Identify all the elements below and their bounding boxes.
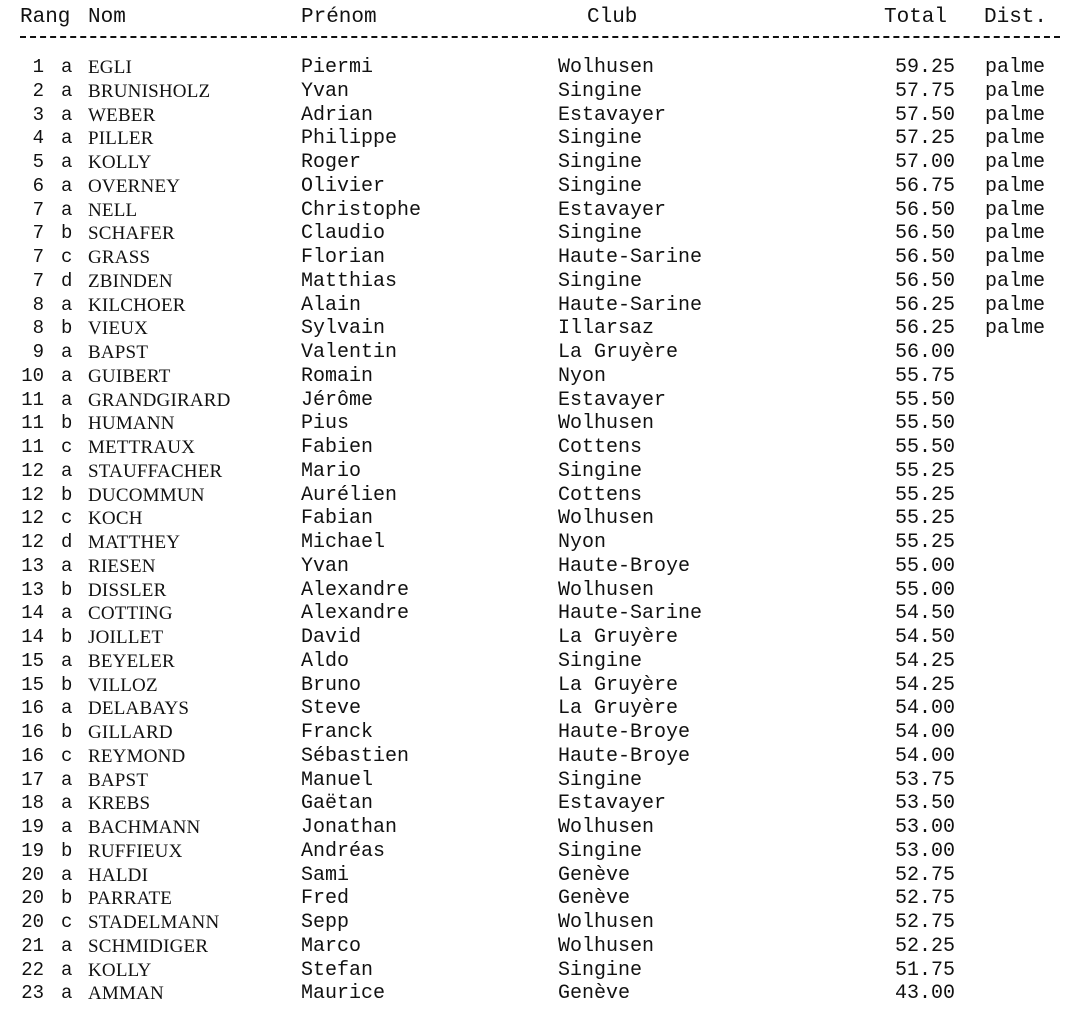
nom-cell: SCHMIDIGER bbox=[88, 935, 209, 957]
subrank-cell: d bbox=[61, 269, 73, 292]
total-cell: 54.50 bbox=[894, 626, 955, 649]
prenom-cell: Bruno bbox=[301, 673, 362, 697]
nom-cell: KOLLY bbox=[88, 959, 152, 981]
table-row bbox=[0, 317, 1071, 341]
club-cell: La Gruyère bbox=[558, 626, 679, 649]
subrank-cell: c bbox=[61, 911, 73, 933]
club-cell: Haute-Broye bbox=[558, 744, 691, 768]
club-cell: Estavayer bbox=[558, 103, 667, 127]
nom-cell: PILLER bbox=[88, 128, 154, 150]
club-cell: Singine bbox=[558, 269, 643, 293]
total-cell: 57.50 bbox=[894, 103, 955, 127]
subrank-cell: a bbox=[61, 198, 73, 221]
prenom-cell: Stefan bbox=[301, 958, 374, 982]
header-separator bbox=[20, 36, 1060, 38]
total-cell: 52.75 bbox=[894, 863, 955, 887]
total-cell: 54.00 bbox=[894, 721, 955, 744]
table-row bbox=[0, 721, 1071, 745]
subrank-cell: b bbox=[61, 721, 73, 743]
dist-cell: palme bbox=[985, 198, 1046, 222]
subrank-cell: a bbox=[61, 56, 73, 78]
prenom-cell: Philippe bbox=[301, 127, 398, 151]
total-cell: 56.50 bbox=[894, 269, 955, 293]
subrank-cell: a bbox=[61, 127, 73, 150]
table-row bbox=[0, 697, 1071, 721]
rank-cell: 12 bbox=[21, 483, 44, 506]
total-cell: 55.00 bbox=[894, 578, 955, 602]
total-cell: 52.75 bbox=[894, 911, 955, 934]
nom-cell: JOILLET bbox=[88, 627, 164, 648]
table-row bbox=[0, 626, 1071, 650]
dist-cell: palme bbox=[985, 56, 1046, 79]
prenom-cell: Romain bbox=[301, 364, 374, 388]
nom-cell: BACHMANN bbox=[88, 817, 201, 838]
total-cell: 59.25 bbox=[894, 56, 955, 79]
prenom-cell: Manuel bbox=[301, 768, 374, 792]
subrank-cell: b bbox=[61, 317, 73, 340]
nom-cell: GUIBERT bbox=[88, 365, 171, 387]
table-row bbox=[0, 127, 1071, 151]
nom-cell: KOCH bbox=[88, 508, 143, 530]
prenom-cell: Yvan bbox=[301, 554, 350, 578]
table-row bbox=[0, 602, 1071, 626]
rank-cell: 23 bbox=[21, 982, 44, 1005]
prenom-cell: Marco bbox=[301, 934, 362, 958]
total-cell: 54.25 bbox=[894, 649, 955, 673]
header-prenom: Prénom bbox=[301, 6, 377, 29]
club-cell: Estavayer bbox=[558, 198, 667, 222]
table-row bbox=[0, 769, 1071, 793]
prenom-cell: Piermi bbox=[301, 56, 374, 79]
total-cell: 51.75 bbox=[894, 958, 955, 982]
subrank-cell: a bbox=[61, 341, 73, 363]
prenom-cell: Yvan bbox=[301, 79, 350, 103]
club-cell: Singine bbox=[558, 958, 643, 982]
club-cell: Wolhusen bbox=[558, 816, 655, 839]
table-row bbox=[0, 935, 1071, 959]
prenom-cell: Alain bbox=[301, 293, 362, 317]
dist-cell: palme bbox=[985, 127, 1046, 151]
club-cell: Estavayer bbox=[558, 792, 667, 816]
table-row bbox=[0, 911, 1071, 935]
nom-cell: METTRAUX bbox=[88, 437, 196, 458]
total-cell: 57.25 bbox=[894, 127, 955, 151]
subrank-cell: a bbox=[61, 649, 73, 672]
nom-cell: REYMOND bbox=[88, 745, 186, 767]
subrank-cell: a bbox=[61, 151, 73, 173]
rank-cell: 12 bbox=[21, 531, 44, 553]
table-row bbox=[0, 484, 1071, 508]
total-cell: 55.25 bbox=[894, 531, 955, 554]
club-cell: Cottens bbox=[558, 483, 643, 507]
total-cell: 55.50 bbox=[894, 436, 955, 459]
table-row bbox=[0, 175, 1071, 199]
prenom-cell: Sébastien bbox=[301, 744, 410, 768]
club-cell: Estavayer bbox=[558, 388, 667, 412]
club-cell: Singine bbox=[558, 127, 643, 151]
table-row bbox=[0, 56, 1071, 80]
nom-cell: BEYELER bbox=[88, 650, 175, 672]
prenom-cell: Matthias bbox=[301, 269, 398, 293]
nom-cell: GRANDGIRARD bbox=[88, 389, 231, 411]
rank-cell: 14 bbox=[21, 626, 44, 648]
prenom-cell: Adrian bbox=[301, 103, 374, 127]
header-dist: Dist. bbox=[984, 6, 1048, 29]
total-cell: 55.25 bbox=[894, 507, 955, 531]
header-nom: Nom bbox=[88, 6, 126, 29]
rank-cell: 14 bbox=[21, 602, 44, 625]
total-cell: 54.25 bbox=[894, 673, 955, 697]
rank-cell: 1 bbox=[32, 56, 44, 78]
club-cell: Nyon bbox=[558, 364, 607, 388]
subrank-cell: a bbox=[61, 364, 73, 387]
nom-cell: ZBINDEN bbox=[88, 270, 173, 292]
subrank-cell: b bbox=[61, 412, 73, 435]
table-row bbox=[0, 222, 1071, 246]
table-row bbox=[0, 792, 1071, 816]
total-cell: 56.25 bbox=[894, 293, 955, 317]
header-club: Club bbox=[587, 6, 638, 29]
total-cell: 55.25 bbox=[894, 459, 955, 483]
total-cell: 54.50 bbox=[894, 602, 955, 626]
total-cell: 55.50 bbox=[894, 412, 955, 436]
club-cell: Wolhusen bbox=[558, 934, 655, 958]
table-row bbox=[0, 555, 1071, 579]
prenom-cell: Michael bbox=[301, 531, 386, 554]
prenom-cell: Pius bbox=[301, 412, 350, 436]
club-cell: Wolhusen bbox=[558, 578, 655, 602]
total-cell: 53.50 bbox=[894, 792, 955, 816]
rank-cell: 11 bbox=[21, 388, 44, 411]
rank-cell: 12 bbox=[21, 459, 44, 482]
total-cell: 55.25 bbox=[894, 483, 955, 507]
subrank-cell: a bbox=[61, 459, 73, 482]
rank-cell: 7 bbox=[32, 198, 44, 221]
club-cell: Genève bbox=[558, 982, 631, 1006]
rank-cell: 3 bbox=[32, 103, 44, 126]
nom-cell: COTTING bbox=[88, 603, 173, 625]
total-cell: 57.00 bbox=[894, 151, 955, 174]
table-row bbox=[0, 341, 1071, 365]
club-cell: Nyon bbox=[558, 531, 607, 554]
dist-cell: palme bbox=[985, 103, 1046, 127]
rank-cell: 12 bbox=[21, 507, 44, 530]
club-cell: Illarsaz bbox=[558, 317, 655, 341]
table-row bbox=[0, 816, 1071, 840]
table-row bbox=[0, 982, 1071, 1006]
table-row bbox=[0, 674, 1071, 698]
total-cell: 53.00 bbox=[894, 816, 955, 839]
table-row bbox=[0, 887, 1071, 911]
club-cell: Singine bbox=[558, 649, 643, 673]
rank-cell: 21 bbox=[21, 934, 44, 957]
total-cell: 55.50 bbox=[894, 388, 955, 412]
rank-cell: 18 bbox=[21, 792, 44, 815]
prenom-cell: Florian bbox=[301, 246, 386, 269]
table-row bbox=[0, 579, 1071, 603]
nom-cell: KREBS bbox=[88, 793, 151, 815]
nom-cell: VILLOZ bbox=[88, 674, 158, 696]
club-cell: Cottens bbox=[558, 436, 643, 459]
rank-cell: 6 bbox=[32, 174, 44, 197]
subrank-cell: a bbox=[61, 293, 73, 316]
nom-cell: MATTHEY bbox=[88, 532, 181, 553]
rank-cell: 11 bbox=[21, 412, 44, 435]
subrank-cell: c bbox=[61, 744, 73, 767]
total-cell: 55.75 bbox=[894, 364, 955, 388]
prenom-cell: Christophe bbox=[301, 198, 422, 222]
table-row bbox=[0, 507, 1071, 531]
subrank-cell: a bbox=[61, 792, 73, 815]
rank-cell: 22 bbox=[21, 958, 44, 981]
rank-cell: 13 bbox=[21, 554, 44, 577]
club-cell: Wolhusen bbox=[558, 412, 655, 436]
nom-cell: BAPST bbox=[88, 769, 149, 791]
club-cell: Singine bbox=[558, 79, 643, 103]
prenom-cell: Steve bbox=[301, 697, 362, 721]
subrank-cell: a bbox=[61, 602, 73, 625]
club-cell: La Gruyère bbox=[558, 673, 679, 697]
table-row bbox=[0, 80, 1071, 104]
nom-cell: VIEUX bbox=[88, 318, 149, 340]
rank-cell: 15 bbox=[21, 649, 44, 672]
total-cell: 56.50 bbox=[894, 246, 955, 269]
dist-cell: palme bbox=[985, 269, 1046, 293]
total-cell: 52.25 bbox=[894, 934, 955, 958]
club-cell: La Gruyère bbox=[558, 341, 679, 364]
table-row bbox=[0, 436, 1071, 460]
prenom-cell: Valentin bbox=[301, 341, 398, 364]
nom-cell: WEBER bbox=[88, 104, 156, 126]
nom-cell: BRUNISHOLZ bbox=[88, 80, 211, 102]
club-cell: Singine bbox=[558, 459, 643, 483]
total-cell: 56.00 bbox=[894, 341, 955, 364]
table-row bbox=[0, 151, 1071, 175]
total-cell: 56.75 bbox=[894, 174, 955, 198]
subrank-cell: c bbox=[61, 436, 73, 458]
club-cell: La Gruyère bbox=[558, 697, 679, 721]
subrank-cell: c bbox=[61, 507, 73, 530]
club-cell: Haute-Broye bbox=[558, 721, 691, 744]
dist-cell: palme bbox=[985, 246, 1046, 269]
table-row bbox=[0, 864, 1071, 888]
total-cell: 56.50 bbox=[894, 198, 955, 222]
club-cell: Singine bbox=[558, 768, 643, 792]
nom-cell: STADELMANN bbox=[88, 912, 220, 933]
dist-cell: palme bbox=[985, 151, 1046, 174]
subrank-cell: b bbox=[61, 673, 73, 696]
nom-cell: BAPST bbox=[88, 342, 149, 363]
header-total: Total bbox=[884, 6, 948, 29]
table-row bbox=[0, 840, 1071, 864]
table-row bbox=[0, 294, 1071, 318]
nom-cell: SCHAFER bbox=[88, 223, 175, 245]
total-cell: 54.00 bbox=[894, 697, 955, 721]
subrank-cell: a bbox=[61, 697, 73, 720]
subrank-cell: a bbox=[61, 768, 73, 791]
prenom-cell: Claudio bbox=[301, 222, 386, 246]
nom-cell: DUCOMMUN bbox=[88, 484, 205, 506]
total-cell: 43.00 bbox=[894, 982, 955, 1006]
rank-cell: 7 bbox=[32, 269, 44, 292]
subrank-cell: c bbox=[61, 246, 73, 268]
club-cell: Wolhusen bbox=[558, 56, 655, 79]
prenom-cell: Sami bbox=[301, 863, 350, 887]
nom-cell: KILCHOER bbox=[88, 294, 186, 316]
club-cell: Haute-Sarine bbox=[558, 246, 703, 269]
table-row bbox=[0, 199, 1071, 223]
prenom-cell: Jonathan bbox=[301, 816, 398, 839]
rank-cell: 19 bbox=[21, 816, 44, 838]
total-cell: 55.00 bbox=[894, 554, 955, 578]
prenom-cell: Fabian bbox=[301, 507, 374, 531]
club-cell: Wolhusen bbox=[558, 911, 655, 934]
header-rang: Rang bbox=[20, 6, 71, 29]
rank-cell: 16 bbox=[21, 744, 44, 767]
nom-cell: OVERNEY bbox=[88, 175, 181, 197]
subrank-cell: a bbox=[61, 174, 73, 197]
rank-cell: 16 bbox=[21, 721, 44, 743]
subrank-cell: a bbox=[61, 103, 73, 126]
dist-cell: palme bbox=[985, 293, 1046, 317]
prenom-cell: Mario bbox=[301, 459, 362, 483]
total-cell: 56.25 bbox=[894, 317, 955, 341]
table-row bbox=[0, 270, 1071, 294]
club-cell: Singine bbox=[558, 222, 643, 246]
dist-cell: palme bbox=[985, 79, 1046, 103]
subrank-cell: b bbox=[61, 887, 73, 910]
club-cell: Haute-Sarine bbox=[558, 293, 703, 317]
rank-cell: 17 bbox=[21, 768, 44, 791]
rank-cell: 5 bbox=[32, 151, 44, 173]
dist-cell: palme bbox=[985, 174, 1046, 198]
subrank-cell: a bbox=[61, 388, 73, 411]
rank-cell: 10 bbox=[21, 364, 44, 387]
prenom-cell: Aurélien bbox=[301, 483, 398, 507]
total-cell: 57.75 bbox=[894, 79, 955, 103]
subrank-cell: a bbox=[61, 79, 73, 102]
dist-cell: palme bbox=[985, 317, 1046, 341]
nom-cell: DELABAYS bbox=[88, 698, 190, 720]
prenom-cell: Roger bbox=[301, 151, 362, 174]
subrank-cell: a bbox=[61, 934, 73, 957]
prenom-cell: Alexandre bbox=[301, 602, 410, 626]
nom-cell: GILLARD bbox=[88, 722, 173, 743]
total-cell: 53.00 bbox=[894, 839, 955, 863]
table-row bbox=[0, 745, 1071, 769]
subrank-cell: b bbox=[61, 483, 73, 506]
total-cell: 56.50 bbox=[894, 222, 955, 246]
nom-cell: RUFFIEUX bbox=[88, 840, 183, 862]
prenom-cell: Alexandre bbox=[301, 578, 410, 602]
nom-cell: NELL bbox=[88, 199, 138, 221]
club-cell: Haute-Broye bbox=[558, 554, 691, 578]
nom-cell: HALDI bbox=[88, 864, 149, 886]
table-row bbox=[0, 460, 1071, 484]
table-row bbox=[0, 104, 1071, 128]
table-row bbox=[0, 389, 1071, 413]
prenom-cell: Olivier bbox=[301, 174, 386, 198]
subrank-cell: b bbox=[61, 222, 73, 245]
prenom-cell: Fred bbox=[301, 887, 350, 911]
nom-cell: HUMANN bbox=[88, 413, 175, 435]
club-cell: Singine bbox=[558, 151, 643, 174]
prenom-cell: Gaëtan bbox=[301, 792, 374, 816]
table-row bbox=[0, 959, 1071, 983]
club-cell: Haute-Sarine bbox=[558, 602, 703, 626]
prenom-cell: Jérôme bbox=[301, 388, 374, 412]
subrank-cell: a bbox=[61, 554, 73, 577]
prenom-cell: Franck bbox=[301, 721, 374, 744]
nom-cell: EGLI bbox=[88, 57, 133, 78]
club-cell: Genève bbox=[558, 863, 631, 887]
subrank-cell: b bbox=[61, 578, 73, 601]
nom-cell: AMMAN bbox=[88, 983, 164, 1005]
table-row bbox=[0, 246, 1071, 270]
subrank-cell: a bbox=[61, 958, 73, 981]
rank-cell: 4 bbox=[32, 127, 44, 150]
subrank-cell: d bbox=[61, 531, 73, 553]
subrank-cell: a bbox=[61, 863, 73, 886]
total-cell: 52.75 bbox=[894, 887, 955, 911]
rank-cell: 8 bbox=[32, 293, 44, 316]
prenom-cell: Sepp bbox=[301, 911, 350, 934]
club-cell: Genève bbox=[558, 887, 631, 911]
total-cell: 54.00 bbox=[894, 744, 955, 768]
rank-cell: 7 bbox=[32, 246, 44, 268]
rank-cell: 20 bbox=[21, 911, 44, 933]
club-cell: Wolhusen bbox=[558, 507, 655, 531]
subrank-cell: b bbox=[61, 626, 73, 648]
nom-cell: RIESEN bbox=[88, 555, 156, 577]
rank-cell: 13 bbox=[21, 578, 44, 601]
prenom-cell: Maurice bbox=[301, 982, 386, 1006]
table-row bbox=[0, 412, 1071, 436]
table-row bbox=[0, 365, 1071, 389]
subrank-cell: a bbox=[61, 982, 73, 1005]
nom-cell: GRASS bbox=[88, 247, 151, 268]
prenom-cell: Aldo bbox=[301, 649, 350, 673]
club-cell: Singine bbox=[558, 839, 643, 863]
nom-cell: STAUFFACHER bbox=[88, 460, 223, 482]
table-row bbox=[0, 650, 1071, 674]
table-row bbox=[0, 531, 1071, 555]
prenom-cell: Fabien bbox=[301, 436, 374, 459]
rank-cell: 19 bbox=[21, 839, 44, 862]
subrank-cell: b bbox=[61, 839, 73, 862]
prenom-cell: Sylvain bbox=[301, 317, 386, 341]
rank-cell: 2 bbox=[32, 79, 44, 102]
nom-cell: KOLLY bbox=[88, 152, 152, 173]
club-cell: Singine bbox=[558, 174, 643, 198]
rank-cell: 9 bbox=[32, 341, 44, 363]
prenom-cell: Andréas bbox=[301, 839, 386, 863]
nom-cell: DISSLER bbox=[88, 579, 167, 601]
rank-cell: 11 bbox=[21, 436, 44, 458]
rank-cell: 7 bbox=[32, 222, 44, 245]
total-cell: 53.75 bbox=[894, 768, 955, 792]
rank-cell: 15 bbox=[21, 673, 44, 696]
subrank-cell: a bbox=[61, 816, 73, 838]
dist-cell: palme bbox=[985, 222, 1046, 246]
rank-cell: 16 bbox=[21, 697, 44, 720]
rank-cell: 20 bbox=[21, 887, 44, 910]
nom-cell: PARRATE bbox=[88, 888, 173, 910]
rank-cell: 20 bbox=[21, 863, 44, 886]
rank-cell: 8 bbox=[32, 317, 44, 340]
prenom-cell: David bbox=[301, 626, 362, 649]
